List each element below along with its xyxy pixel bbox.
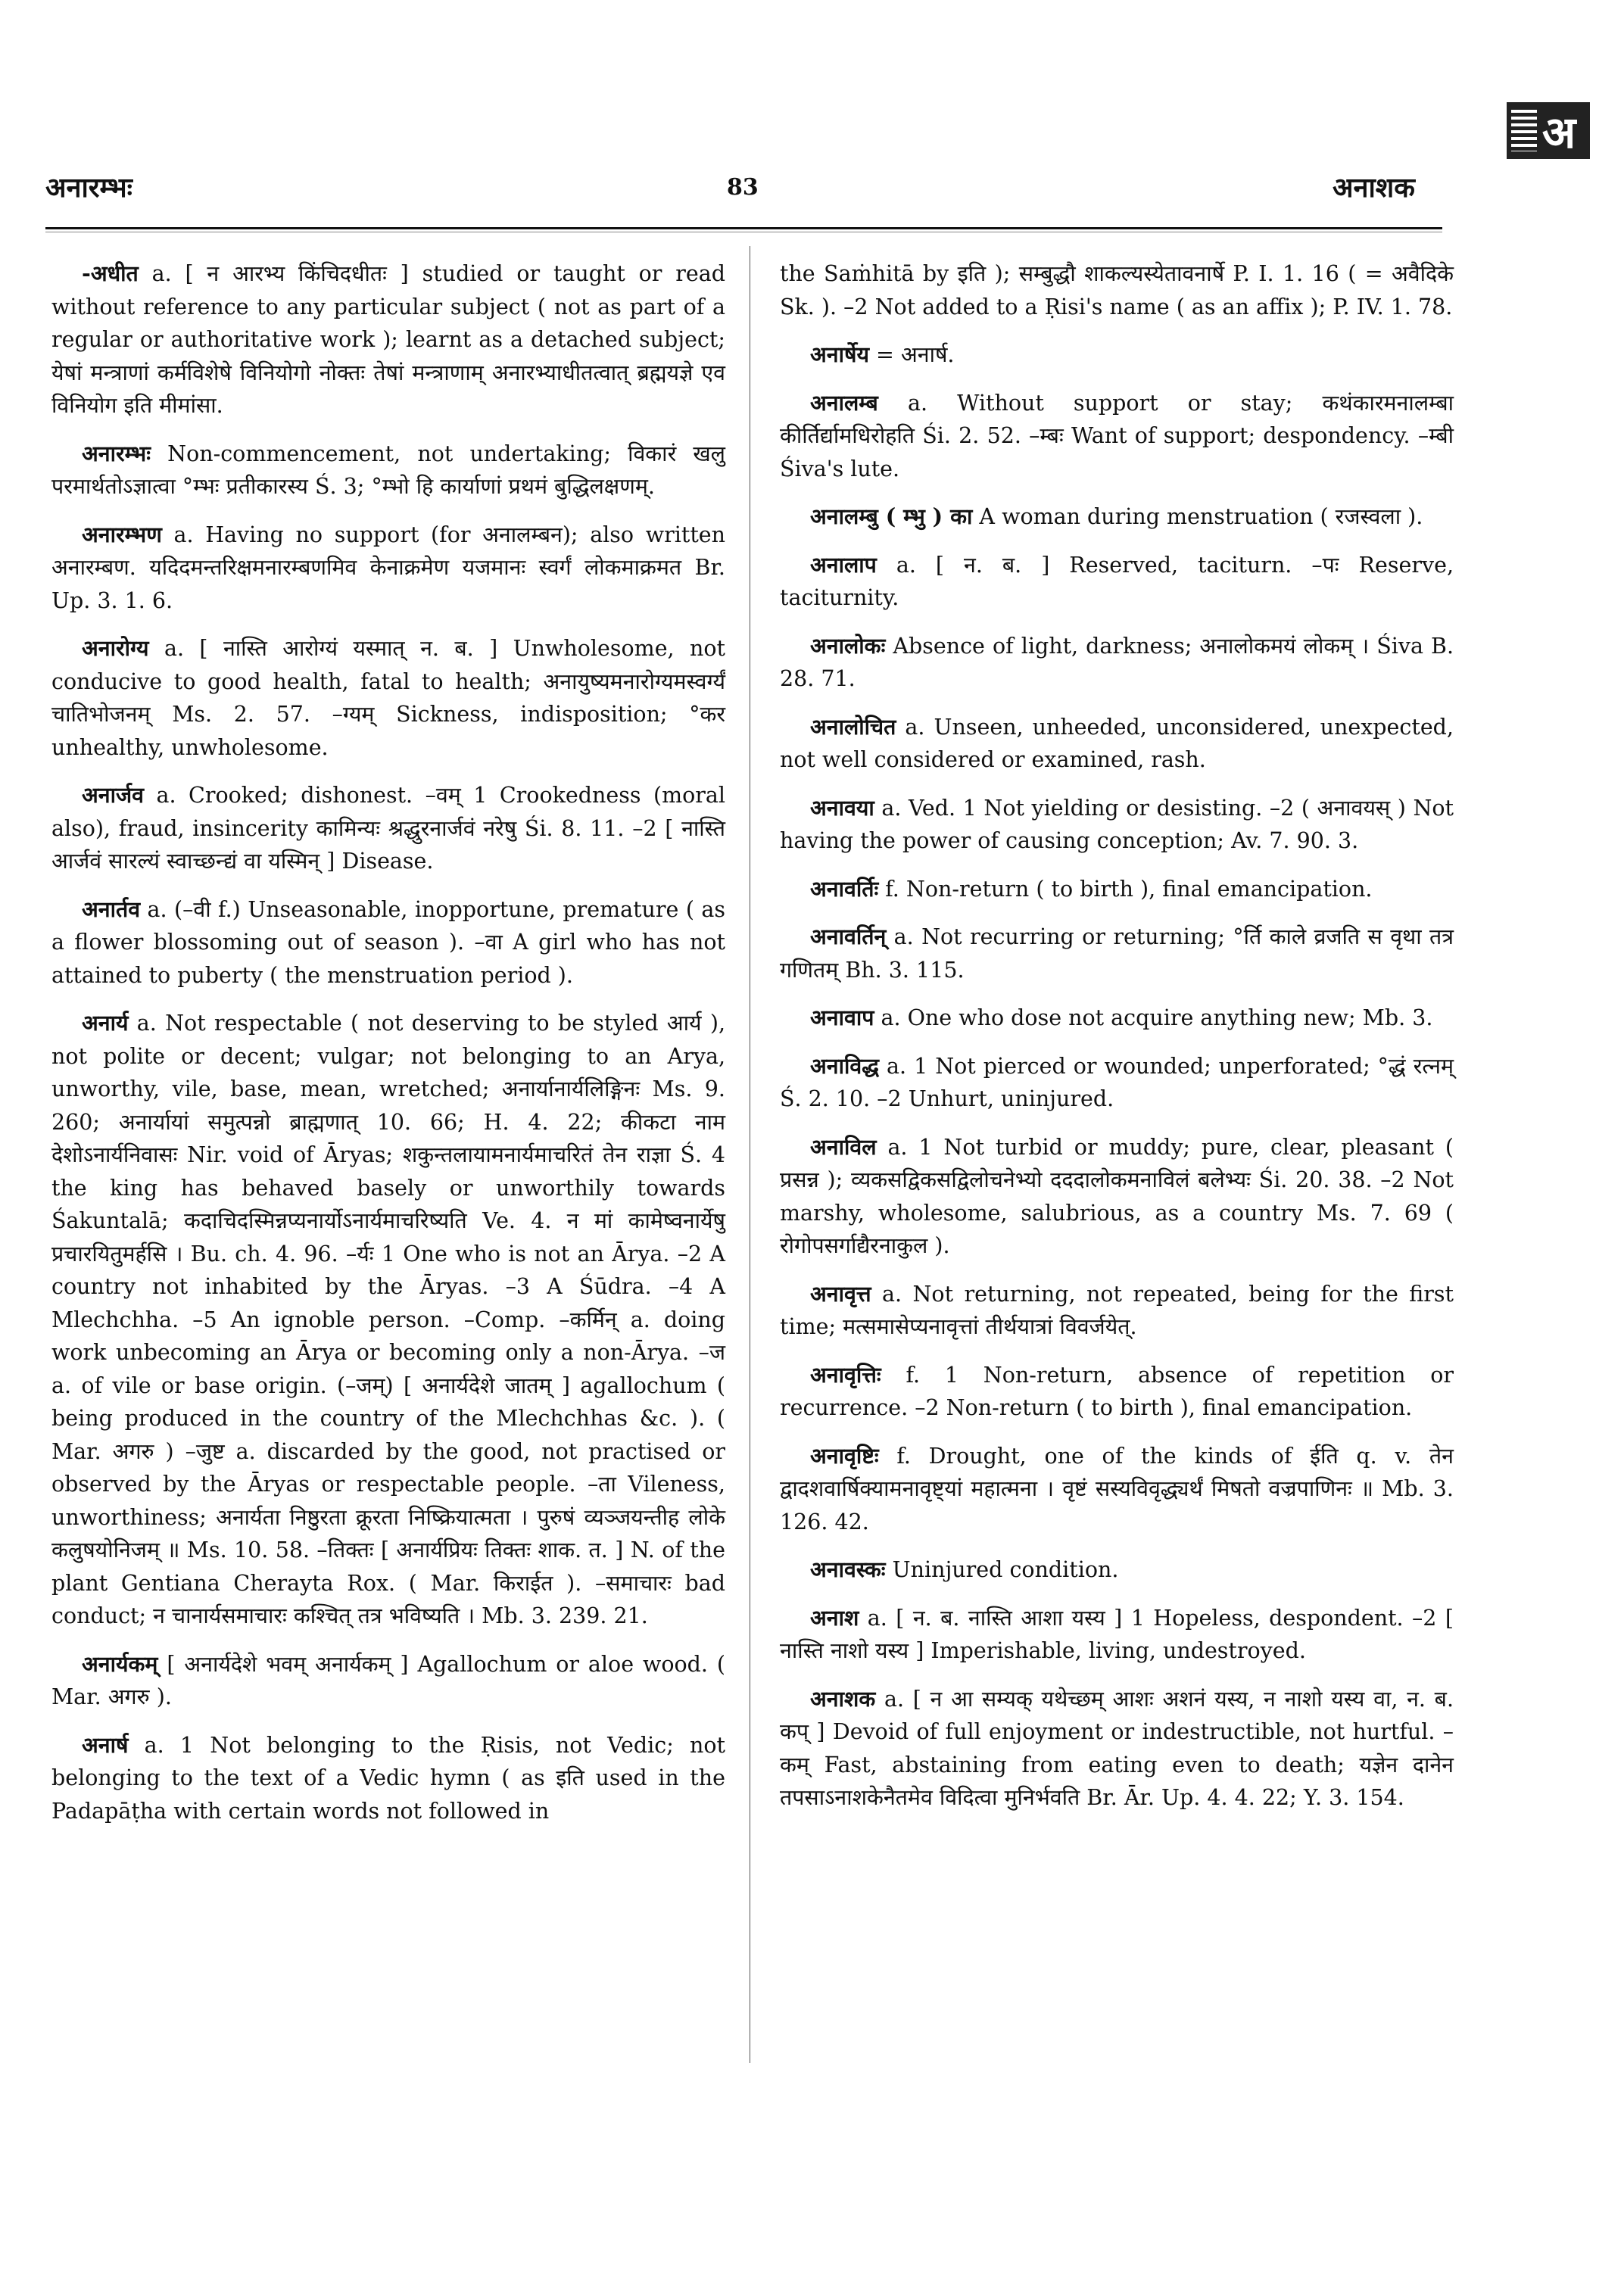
- entry-definition: a. Not returning, not repeated, being for the first time; मत्समासेप्यनावृत्तां तीर्थयात्रां विवर्जयेत्.: [780, 1281, 1454, 1339]
- header-rule: [45, 227, 1442, 229]
- entry-headword: अनाविल: [810, 1133, 877, 1160]
- entry-headword: अनारम्भण: [82, 521, 162, 547]
- entry-headword: अनालम्ब: [810, 389, 878, 416]
- entry-definition: the Saṁhitā by इति ); सम्बुद्धौ शाकल्यस्येतावनार्षे P. I. 1. 16 ( = अवैदिके Sk. ). –2 Not added to a Ṛisi's name ( as an affix ); P. IV. 1. 78.: [780, 261, 1454, 319]
- entry-headword: -अधीत: [82, 260, 139, 286]
- thumb-tab-stripes: [1511, 110, 1537, 151]
- entry-definition: a. (–वी f.) Unseasonable, inopportune, premature ( as a flower blossoming out of season ). –वा A girl who has not attained to puberty ( the menstruation period ).: [51, 896, 726, 988]
- dictionary-entry: [780, 257, 1454, 323]
- dictionary-entry: [780, 630, 1454, 696]
- entry-headword: अनाविद्ध: [810, 1052, 879, 1079]
- dictionary-entry: [780, 1050, 1454, 1116]
- dictionary-entry: [780, 1440, 1454, 1539]
- entry-definition: a. Not respectable ( not deserving to be styled आर्य ), not polite or decent; vulgar; not belonging to an Arya, unworthy, vile, base, mean, wretched; अनार्यानार्यलिङ्गिनः Ms. 9. 260; अनार्यायां समुत्पन्नो ब्राह्मणात् 10. 66; H. 4. 22; कीकटा नाम देशोऽनार्यनिवासः Nir. void of Āryas; शकुन्तलायामनार्यमाचरितं तेन राज्ञा Ś. 4 the king has behaved basely or unworthily towards Śakuntalā; कदाचिदस्मिन्नप्यनार्योऽनार्यमाचरिष्यति Ve. 4. न मां कामेष्वनार्येषु प्रचारयितुमर्हसि । Bu. ch. 4. 96. –र्यः 1 One who is not an Ārya. –2 A country not inhabited by the Āryas. –3 A Śūdra. –4 A Mlechchha. –5 An ignoble person. –Comp. –कर्मिन् a. doing work unbecoming an Ārya or becoming only a non-Ārya. –ज a. of vile or base origin. (–जम्) [ अनार्यदेशे जातम् ] agallochum ( being produced in the country of the Mlechchhas &c. ). ( Mar. अगरु ) –जुष्ट a. discarded by the good, not practised or observed by the Āryas or respectable people. –ता Vileness, unworthiness; अनार्यता निष्ठुरता क्रूरता निष्क्रियात्मता । पुरुषं व्यञ्जयन्तीह लोके कलुषयोनिजम् ॥ Ms. 10. 58. –तिक्तः [ अनार्यप्रियः तिक्तः शाक. त. ] N. of the plant Gentiana Cherayta Rox. ( Mar. किराईत ). –समाचारः bad conduct; न चानार्यसमाचारः कश्चित् तत्र भविष्यति । Mb. 3. 239. 21.: [51, 1011, 726, 1628]
- entry-headword: अनालोचित: [810, 713, 896, 740]
- dictionary-entry: [780, 1278, 1454, 1344]
- dictionary-entry: [780, 1602, 1454, 1668]
- page-number: 83: [727, 174, 759, 201]
- entry-definition: a. Ved. 1 Not yielding or desisting. –2 ( अनावयस् ) Not having the power of causing conception; Av. 7. 90. 3.: [780, 795, 1454, 853]
- dictionary-entry: [780, 1553, 1454, 1587]
- dictionary-entry: [51, 519, 725, 618]
- dictionary-entry: [51, 1648, 725, 1714]
- dictionary-entry: [780, 1683, 1454, 1815]
- dictionary-entry: [780, 1002, 1454, 1035]
- dictionary-entry: [51, 779, 725, 878]
- dictionary-entry: [780, 338, 1454, 372]
- dictionary-entry: [51, 632, 725, 764]
- entry-headword: अनावर्तिः: [810, 875, 879, 902]
- entry-headword: अनाशक: [810, 1685, 876, 1712]
- entry-definition: f. Non-return ( to birth ), final emancipation.: [885, 876, 1373, 902]
- dictionary-entry: [51, 257, 725, 422]
- dictionary-entry: [51, 438, 725, 503]
- entry-definition: Uninjured condition.: [892, 1557, 1119, 1582]
- entry-definition: a. [ न. ब. ] Reserved, taciturn. –पः Reserve, taciturnity.: [780, 552, 1454, 610]
- entry-headword: अनालोकः: [810, 632, 886, 659]
- dictionary-entry: [780, 1131, 1454, 1263]
- entry-definition: a. [ न. ब. नास्ति आशा यस्य ] 1 Hopeless, despondent. –2 [ नास्ति नाशो यस्य ] Imperishable, living, undestroyed.: [780, 1605, 1454, 1663]
- dictionary-entry: [780, 1359, 1454, 1425]
- right-column: [780, 257, 1454, 1830]
- entry-headword: अनावस्कः: [810, 1556, 886, 1582]
- entry-definition: a. [ न आरभ्य किंचिदधीतः ] studied or taught or read without reference to any particular subject ( not as part of a regular or authoritative work ); learnt as a detached subject; येषां मन्त्राणां कर्मविशेषे विनियोगो नोक्तः तेषां मन्त्राणाम् अनारभ्याधीतत्वात् ब्रह्मयज्ञे एव विनियोग इति मीमांसा.: [51, 261, 725, 418]
- dictionary-entry: [51, 1729, 725, 1828]
- entry-headword: अनार्यकम्: [82, 1650, 158, 1677]
- entry-definition: a. Without support or stay; कथंकारमनालम्बा कीर्तिर्द्यामधिरोहति Śi. 2. 52. –म्बः Want of support; despondency. –म्बी Śiva's lute.: [780, 390, 1454, 481]
- entry-headword: अनाश: [810, 1604, 859, 1631]
- entry-definition: a. Unseen, unheeded, unconsidered, unexpected, not well considered or examined, rash.: [780, 714, 1454, 772]
- entry-headword: अनावर्तिन्: [810, 924, 887, 949]
- entry-definition: f. 1 Non-return, absence of repetition or recurrence. –2 Non-return ( to birth ), final emancipation.: [780, 1362, 1454, 1420]
- letter-thumb-tab: [1507, 102, 1590, 159]
- entry-headword: अनारम्भः: [82, 440, 151, 466]
- entry-definition: a. [ न आ सम्यक् यथेच्छम् आशः अशनं यस्य, न नाशो यस्य वा, न. ब. कप् ] Devoid of full enjoyment or indestructible, not hurtful. –कम् Fast, abstaining from eating even to death; यज्ञेन दानेन तपसाऽनाशकेनैतमेव विदित्वा मुनिर्भवति Br. Ār. Up. 4. 4. 22; Y. 3. 154.: [780, 1686, 1454, 1810]
- entry-headword: अनार्जव: [82, 782, 144, 808]
- entry-definition: [ अनार्यदेशे भवम् अनार्यकम् ] Agallochum or aloe wood. ( Mar. अगरु ).: [51, 1651, 725, 1709]
- dictionary-entry: [780, 873, 1454, 906]
- entry-definition: a. Having no support (for अनालम्बन); also written अनारम्बण. यदिदमन्तरिक्षमनारम्बणमिव केनाक्रमेण यजमानः स्वर्गं लोकमाक्रमत Br. Up. 3. 1. 6.: [51, 522, 725, 613]
- entry-headword: अनालम्बु ( म्भु ) का: [810, 503, 973, 529]
- entry-headword: अनावया: [810, 794, 874, 821]
- entry-definition: f. Drought, one of the kinds of ईति q. v. तेन द्वादशवार्षिक्यामनावृष्ट्यां महात्मना । वृष्टं सस्यविवृद्ध्यर्थं मिषतो वज्रपाणिनः ॥ Mb. 3. 126. 42.: [780, 1443, 1454, 1534]
- thumb-tab-letter: अ: [1541, 107, 1576, 158]
- entry-definition: A woman during menstruation ( रजस्वला ).: [979, 504, 1423, 529]
- entry-definition: Non-commencement, not undertaking; विकारं खलु परमार्थतोऽज्ञात्वा °म्भः प्रतीकारस्य Ś. 3; °म्भो हि कार्याणां प्रथमं बुद्धिलक्षणम्.: [51, 441, 726, 499]
- dictionary-entry: [780, 921, 1454, 986]
- entry-headword: अनावृत्तिः: [810, 1361, 881, 1388]
- dictionary-entry: [780, 500, 1454, 534]
- entry-definition: = अनार्ष.: [876, 342, 955, 367]
- entry-headword: अनार्षेय: [810, 341, 869, 367]
- entry-headword: अनावृत्त: [810, 1280, 871, 1307]
- left-column: [51, 257, 725, 1843]
- running-head-right: अनाशक: [1333, 172, 1415, 204]
- entry-headword: अनारोग्य: [82, 635, 149, 661]
- dictionary-entry: [51, 893, 725, 992]
- entry-headword: अनालाप: [810, 551, 877, 578]
- dictionary-entry: [51, 1007, 725, 1633]
- dictionary-entry: [780, 711, 1454, 777]
- entry-definition: a. 1 Not belonging to the Ṛisis, not Vedic; not belonging to the text of a Vedic hymn ( as इति used in the Padapāṭha with certain words not followed in: [51, 1732, 725, 1824]
- running-head-left: अनारम्भः: [45, 172, 132, 204]
- entry-definition: a. [ नास्ति आरोग्यं यस्मात् न. ब. ] Unwholesome, not conducive to good health, fatal to health; अनायुष्यमनारोग्यमस्वर्ग्यं चातिभोजनम् Ms. 2. 57. –ग्यम् Sickness, indisposition; °कर unhealthy, unwholesome.: [51, 636, 725, 760]
- entry-definition: a. Not recurring or returning; °र्ति काले व्रजति स वृथा तत्र गणितम् Bh. 3. 115.: [780, 924, 1454, 983]
- entry-definition: a. One who dose not acquire anything new; Mb. 3.: [881, 1005, 1433, 1030]
- entry-definition: Absence of light, darkness; अनालोकमयं लोकम् । Śiva B. 28. 71.: [780, 633, 1454, 691]
- entry-headword: अनावाप: [810, 1005, 874, 1030]
- entry-headword: अनावृष्टिः: [810, 1442, 879, 1469]
- entry-headword: अनार्य: [82, 1010, 129, 1036]
- entry-definition: a. 1 Not pierced or wounded; unperforated; °द्धं रत्नम् Ś. 2. 10. –2 Unhurt, uninjured.: [780, 1053, 1454, 1111]
- entry-definition: a. 1 Not turbid or muddy; pure, clear, pleasant ( प्रसन्न ); व्यकसद्विकसद्विलोचनेभ्यो दददालोकमनाविलं बलेभ्यः Śi. 20. 38. –2 Not marshy, wholesome, salubrious, as a country Ms. 7. 69 ( रोगोपसर्गाद्यैरनाकुल ).: [780, 1134, 1454, 1258]
- dictionary-entry: [780, 549, 1454, 615]
- entry-headword: अनार्ष: [82, 1731, 129, 1758]
- entry-definition: a. Crooked; dishonest. –वम् 1 Crookedness (moral also), fraud, insincerity कामिन्यः श्रद्धुरनार्जवं नरेषु Śi. 8. 11. –2 [ नास्ति आर्जवं सारल्यं स्वाच्छन्द्यं वा यस्मिन् ] Disease.: [51, 783, 725, 874]
- dictionary-entry: [780, 387, 1454, 486]
- dictionary-entry: [780, 792, 1454, 858]
- entry-headword: अनार्तव: [82, 896, 141, 922]
